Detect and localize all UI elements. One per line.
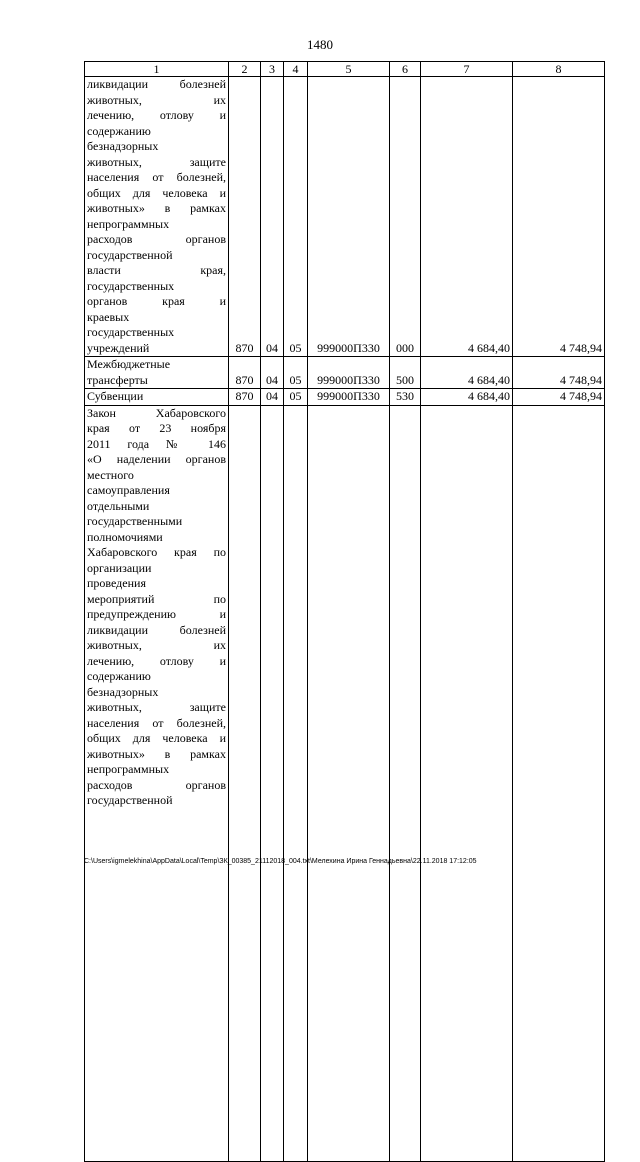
description-line: мероприятий по	[87, 591, 226, 606]
description-line: предупреждению и	[87, 607, 226, 621]
description-line: животных» в рамках	[87, 746, 226, 761]
row-description	[85, 389, 229, 406]
description-line: государственной	[87, 247, 173, 262]
description-line: общих для человека и	[87, 185, 226, 200]
description-line: государственными	[87, 514, 183, 528]
expense-type-code: 500	[390, 357, 421, 389]
amount-year-2: 4 748,94	[513, 389, 605, 406]
column-header: 6	[390, 62, 421, 77]
description-line: организации	[87, 560, 152, 575]
column-header: 7	[421, 62, 513, 77]
description-line: трансферты	[87, 372, 148, 387]
description-line: животных, их	[87, 92, 226, 107]
description-line: полномочиями	[87, 529, 163, 544]
column-header: 3	[261, 62, 284, 77]
description-line: лечению, отлову и	[87, 108, 226, 122]
amount-year-2: 4 748,94	[513, 77, 605, 357]
description-line: отдельными	[87, 498, 150, 513]
column-header: 8	[513, 62, 605, 77]
column-header: 2	[229, 62, 261, 77]
section-code: 04	[261, 389, 284, 406]
section-code: 04	[261, 357, 284, 389]
row-description	[85, 405, 229, 1161]
description-line: лечению, отлову и	[87, 653, 226, 668]
description-line: общих для человека и	[87, 731, 226, 745]
ministry-code: 870	[229, 77, 261, 357]
budget-table	[84, 61, 605, 1162]
column-header: 5	[308, 62, 390, 77]
description-line: населения от болезней,	[87, 715, 226, 730]
description-line: безнадзорных	[87, 684, 159, 699]
ministry-code: 870	[229, 357, 261, 389]
section-code	[261, 405, 284, 1161]
page-number: 1480	[307, 37, 333, 52]
description-line: государственной	[87, 793, 173, 807]
description-line: краевых	[87, 309, 130, 324]
expense-type-code: 530	[390, 389, 421, 406]
row-description	[85, 357, 229, 389]
subsection-code: 05	[284, 389, 308, 406]
ministry-code	[229, 405, 261, 1161]
description-line: Закон Хабаровского	[87, 405, 226, 420]
amount-year-1: 4 684,40	[421, 389, 513, 406]
description-line: непрограммных	[87, 762, 170, 776]
description-line: «О наделении органов	[87, 452, 226, 466]
amount-year-2: 4 748,94	[513, 357, 605, 389]
description-line: самоуправления	[87, 483, 170, 497]
description-line: ликвидации болезней	[87, 77, 226, 91]
subsection-code	[284, 405, 308, 1161]
description-line: государственных	[87, 325, 175, 339]
description-line: Субвенции	[87, 389, 144, 403]
column-header: 4	[284, 62, 308, 77]
description-line: государственных	[87, 278, 175, 293]
target-article-code: 999000П330	[308, 77, 390, 357]
amount-year-1: 4 684,40	[421, 77, 513, 357]
description-line: животных» в рамках	[87, 201, 226, 215]
description-line: содержанию	[87, 123, 151, 138]
expense-type-code	[390, 405, 421, 1161]
file-path-footer: C:\Users\igmelekhina\AppData\Local\Temp\ЗК_00385_21112018_004.txt\Мелехина Ирина Геннадьевна\22.11.2018 17:12:05	[84, 858, 477, 865]
description-line: населения от болезней,	[87, 170, 226, 184]
subsection-code: 05	[284, 357, 308, 389]
amount-year-1	[421, 405, 513, 1161]
table-row	[85, 77, 605, 357]
target-article-code: 999000П330	[308, 389, 390, 406]
description-line: Хабаровского края по	[87, 545, 226, 559]
description-line: непрограммных	[87, 216, 170, 231]
table-row	[85, 405, 605, 1161]
description-line: животных, защите	[87, 154, 226, 169]
section-code: 04	[261, 77, 284, 357]
target-article-code: 999000П330	[308, 357, 390, 389]
amount-year-2	[513, 405, 605, 1161]
description-line: животных, защите	[87, 700, 226, 714]
description-line: 2011 года № 146	[87, 436, 226, 451]
column-header: 1	[85, 62, 229, 77]
column-header-row	[85, 62, 605, 77]
description-line: Межбюджетные	[87, 357, 171, 371]
description-line: учреждений	[87, 340, 150, 355]
description-line: проведения	[87, 576, 146, 590]
table-row	[85, 357, 605, 389]
description-line: безнадзорных	[87, 139, 159, 153]
subsection-code: 05	[284, 77, 308, 357]
description-line: содержанию	[87, 669, 151, 683]
row-description	[85, 77, 229, 357]
target-article-code	[308, 405, 390, 1161]
description-line: расходов органов	[87, 232, 226, 246]
description-line: местного	[87, 467, 134, 482]
description-line: края от 23 ноября	[87, 421, 226, 435]
description-line: ликвидации болезней	[87, 622, 226, 637]
description-line: органов края и	[87, 294, 226, 308]
description-line: власти края,	[87, 263, 226, 277]
description-line: животных, их	[87, 638, 226, 652]
amount-year-1: 4 684,40	[421, 357, 513, 389]
ministry-code: 870	[229, 389, 261, 406]
table-row	[85, 389, 605, 406]
description-line: расходов органов	[87, 777, 226, 792]
expense-type-code: 000	[390, 77, 421, 357]
